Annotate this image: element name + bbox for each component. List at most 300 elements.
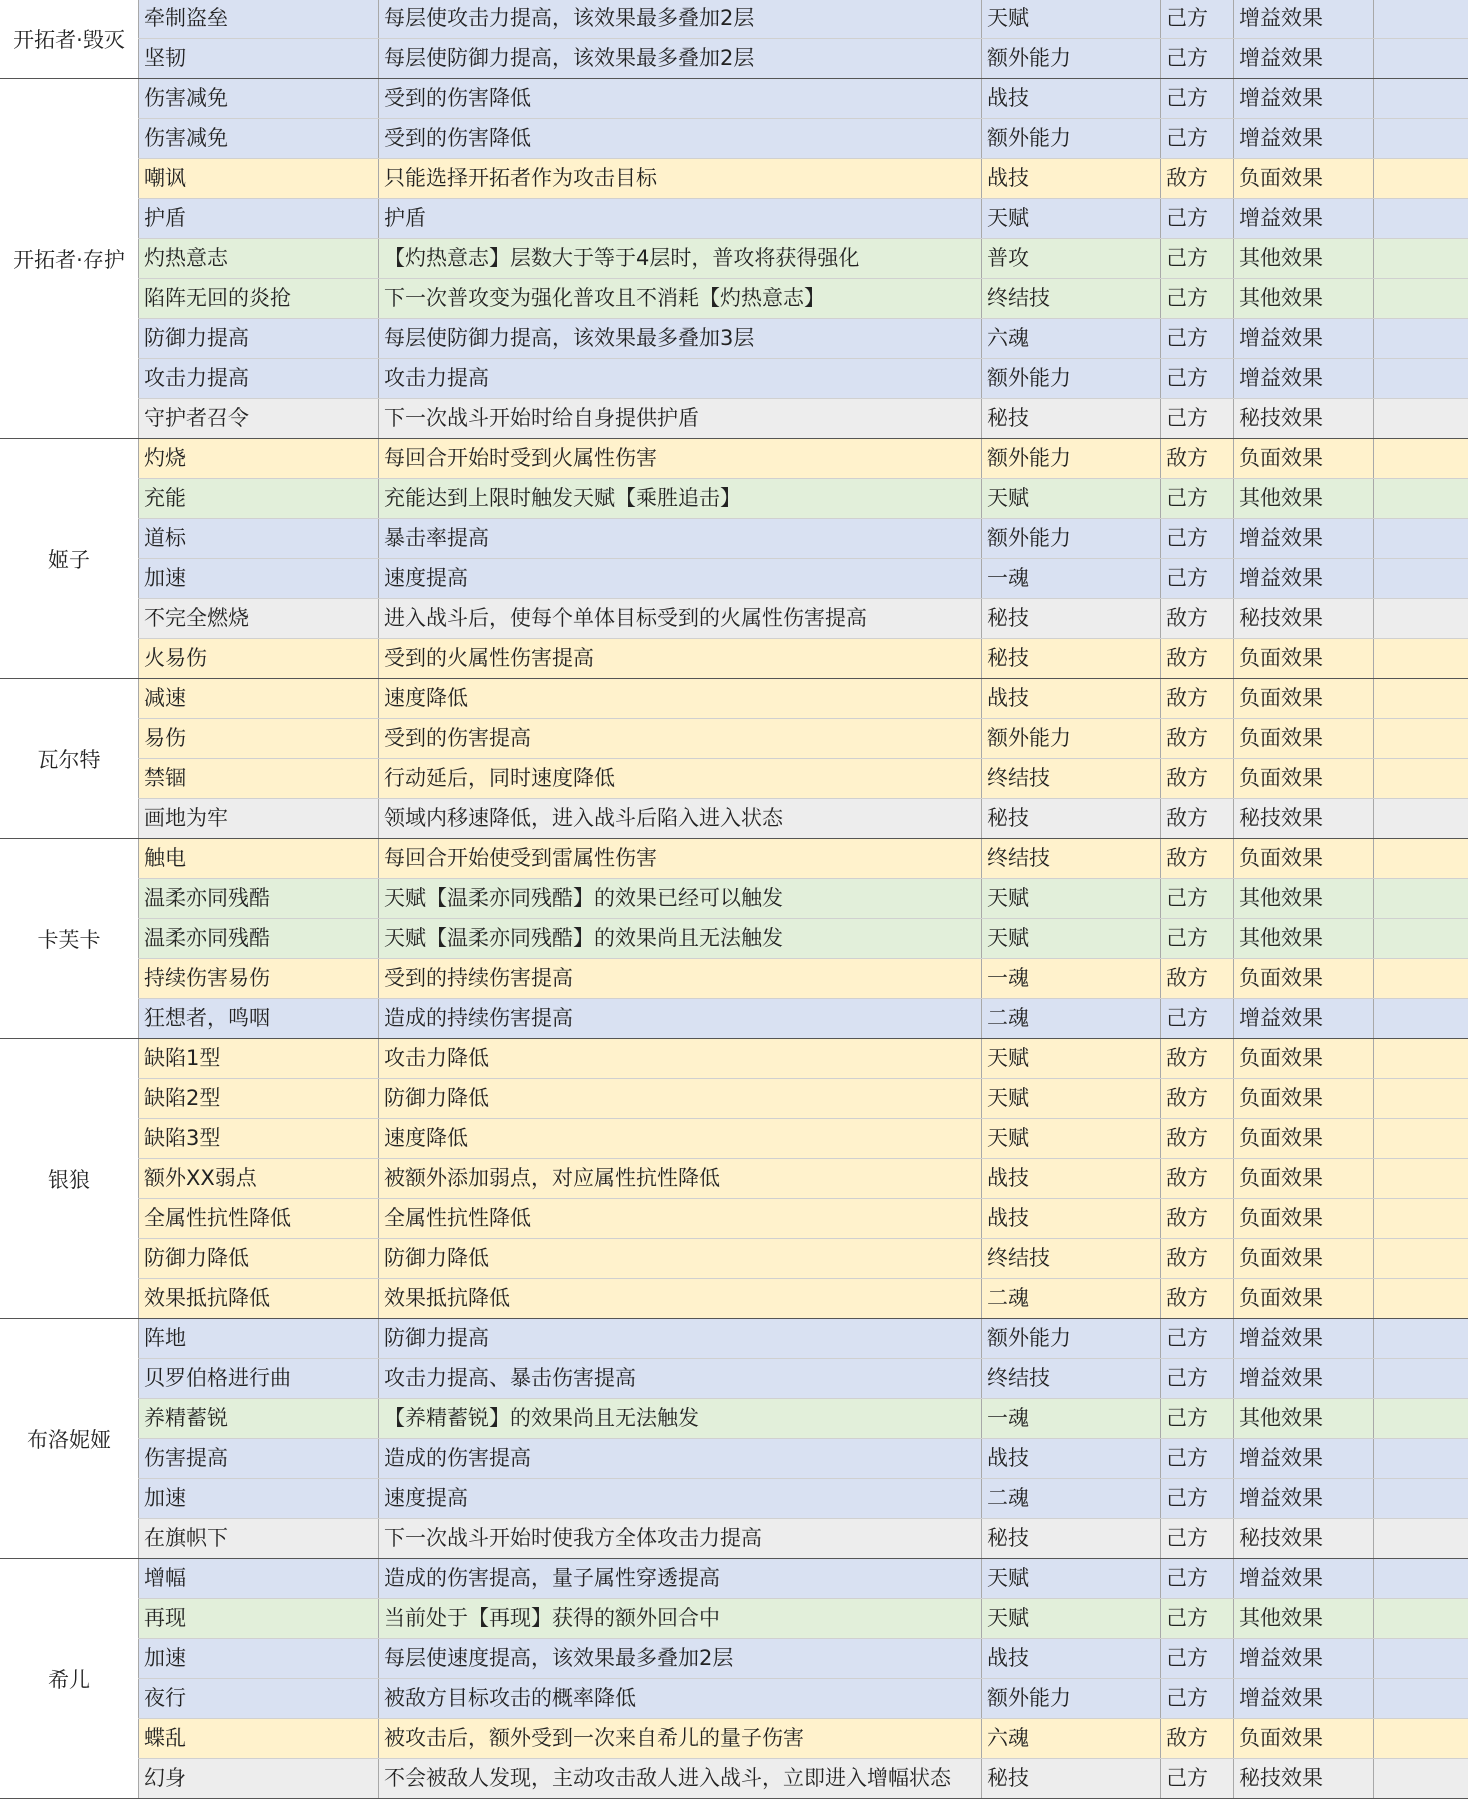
effect-type-cell: 秘技效果 (1234, 1519, 1374, 1558)
target-side-cell: 己方 (1161, 1319, 1234, 1358)
character-name-cell: 姬子 (0, 439, 138, 679)
table-row (0, 1159, 1468, 1199)
source-skill-cell: 终结技 (982, 1359, 1161, 1398)
effect-type-cell: 负面效果 (1234, 1119, 1374, 1158)
source-skill-cell: 额外能力 (982, 719, 1161, 758)
character-name-cell: 瓦尔特 (0, 679, 138, 839)
source-skill-cell: 天赋 (982, 1559, 1161, 1598)
effect-type-cell: 增益效果 (1234, 1439, 1374, 1478)
effect-description-cell: 全属性抗性降低 (379, 1199, 982, 1238)
effect-type-cell: 增益效果 (1234, 999, 1374, 1038)
effect-description-cell: 行动延后，同时速度降低 (379, 759, 982, 798)
effect-type-cell: 增益效果 (1234, 1479, 1374, 1518)
table-row (0, 0, 1468, 39)
effect-name-cell: 伤害减免 (138, 79, 379, 118)
source-skill-cell: 终结技 (982, 759, 1161, 798)
character-name-cell: 开拓者·毁灭 (0, 0, 138, 79)
target-side-cell: 敌方 (1161, 439, 1234, 478)
source-skill-cell: 战技 (982, 1159, 1161, 1198)
table-row (0, 559, 1468, 599)
effect-type-cell: 其他效果 (1234, 919, 1374, 958)
source-skill-cell: 天赋 (982, 1079, 1161, 1118)
effect-description-cell: 进入战斗后，使每个单体目标受到的火属性伤害提高 (379, 599, 982, 638)
table-row (0, 839, 1468, 879)
source-skill-cell: 天赋 (982, 1039, 1161, 1078)
effect-name-cell: 再现 (138, 1599, 379, 1638)
empty-cell (1374, 1679, 1468, 1718)
effect-description-cell: 受到的伤害降低 (379, 79, 982, 118)
effect-description-cell: 防御力降低 (379, 1239, 982, 1278)
target-side-cell: 敌方 (1161, 1279, 1234, 1318)
empty-cell (1374, 399, 1468, 438)
effect-description-cell: 造成的持续伤害提高 (379, 999, 982, 1038)
effect-name-cell: 蝶乱 (138, 1719, 379, 1758)
source-skill-cell: 天赋 (982, 0, 1161, 38)
empty-cell (1374, 1399, 1468, 1438)
effect-type-cell: 负面效果 (1234, 1079, 1374, 1118)
character-name-cell: 希儿 (0, 1559, 138, 1799)
target-side-cell: 敌方 (1161, 759, 1234, 798)
effect-description-cell: 【灼热意志】层数大于等于4层时，普攻将获得强化 (379, 239, 982, 278)
empty-cell (1374, 879, 1468, 918)
empty-cell (1374, 1759, 1468, 1798)
effect-description-cell: 下一次战斗开始时给自身提供护盾 (379, 399, 982, 438)
effect-description-cell: 每层使攻击力提高，该效果最多叠加2层 (379, 0, 982, 38)
effect-description-cell: 天赋【温柔亦同残酷】的效果尚且无法触发 (379, 919, 982, 958)
effect-type-cell: 增益效果 (1234, 1559, 1374, 1598)
table-row (0, 1519, 1468, 1559)
table-row (0, 79, 1468, 119)
empty-cell (1374, 1479, 1468, 1518)
effect-name-cell: 加速 (138, 1479, 379, 1518)
empty-cell (1374, 479, 1468, 518)
effect-description-cell: 每层使防御力提高，该效果最多叠加3层 (379, 319, 982, 358)
empty-cell (1374, 559, 1468, 598)
effect-description-cell: 攻击力提高 (379, 359, 982, 398)
effect-description-cell: 当前处于【再现】获得的额外回合中 (379, 1599, 982, 1638)
effect-type-cell: 增益效果 (1234, 0, 1374, 38)
effect-type-cell: 增益效果 (1234, 79, 1374, 118)
empty-cell (1374, 1199, 1468, 1238)
table-row (0, 959, 1468, 999)
empty-cell (1374, 79, 1468, 118)
target-side-cell: 己方 (1161, 119, 1234, 158)
effect-type-cell: 增益效果 (1234, 359, 1374, 398)
target-side-cell: 己方 (1161, 0, 1234, 38)
effect-name-cell: 贝罗伯格进行曲 (138, 1359, 379, 1398)
effect-type-cell: 秘技效果 (1234, 399, 1374, 438)
empty-cell (1374, 1519, 1468, 1558)
target-side-cell: 己方 (1161, 519, 1234, 558)
source-skill-cell: 一魂 (982, 1399, 1161, 1438)
target-side-cell: 己方 (1161, 479, 1234, 518)
target-side-cell: 己方 (1161, 1759, 1234, 1798)
character-name-cell: 布洛妮娅 (0, 1319, 138, 1559)
empty-cell (1374, 1239, 1468, 1278)
effect-type-cell: 增益效果 (1234, 199, 1374, 238)
effect-name-cell: 伤害减免 (138, 119, 379, 158)
empty-cell (1374, 759, 1468, 798)
empty-cell (1374, 1599, 1468, 1638)
effect-type-cell: 负面效果 (1234, 1239, 1374, 1278)
empty-cell (1374, 1119, 1468, 1158)
table-row (0, 1119, 1468, 1159)
effect-name-cell: 陷阵无回的炎抢 (138, 279, 379, 318)
effect-description-cell: 速度提高 (379, 559, 982, 598)
effect-description-cell: 只能选择开拓者作为攻击目标 (379, 159, 982, 198)
effect-description-cell: 造成的伤害提高，量子属性穿透提高 (379, 1559, 982, 1598)
target-side-cell: 敌方 (1161, 1159, 1234, 1198)
effect-name-cell: 充能 (138, 479, 379, 518)
target-side-cell: 己方 (1161, 1439, 1234, 1478)
effect-type-cell: 增益效果 (1234, 119, 1374, 158)
effect-type-cell: 负面效果 (1234, 1039, 1374, 1078)
effect-description-cell: 天赋【温柔亦同残酷】的效果已经可以触发 (379, 879, 982, 918)
empty-cell (1374, 719, 1468, 758)
source-skill-cell: 战技 (982, 1439, 1161, 1478)
target-side-cell: 敌方 (1161, 839, 1234, 878)
empty-cell (1374, 439, 1468, 478)
effect-type-cell: 增益效果 (1234, 39, 1374, 78)
source-skill-cell: 秘技 (982, 599, 1161, 638)
effect-type-cell: 负面效果 (1234, 1279, 1374, 1318)
effect-description-cell: 受到的持续伤害提高 (379, 959, 982, 998)
table-row (0, 159, 1468, 199)
table-row (0, 1319, 1468, 1359)
effect-name-cell: 坚韧 (138, 39, 379, 78)
source-skill-cell: 六魂 (982, 319, 1161, 358)
target-side-cell: 己方 (1161, 1479, 1234, 1518)
effect-name-cell: 灼热意志 (138, 239, 379, 278)
source-skill-cell: 秘技 (982, 639, 1161, 678)
source-skill-cell: 天赋 (982, 199, 1161, 238)
empty-cell (1374, 599, 1468, 638)
effect-type-cell: 负面效果 (1234, 1199, 1374, 1238)
source-skill-cell: 天赋 (982, 1599, 1161, 1638)
effect-description-cell: 受到的伤害降低 (379, 119, 982, 158)
effect-description-cell: 充能达到上限时触发天赋【乘胜追击】 (379, 479, 982, 518)
target-side-cell: 己方 (1161, 399, 1234, 438)
effect-description-cell: 造成的伤害提高 (379, 1439, 982, 1478)
effect-name-cell: 禁锢 (138, 759, 379, 798)
target-side-cell: 己方 (1161, 1399, 1234, 1438)
effect-name-cell: 缺陷2型 (138, 1079, 379, 1118)
empty-cell (1374, 1719, 1468, 1758)
empty-cell (1374, 959, 1468, 998)
source-skill-cell: 秘技 (982, 1519, 1161, 1558)
table-row (0, 119, 1468, 159)
source-skill-cell: 天赋 (982, 879, 1161, 918)
effect-name-cell: 伤害提高 (138, 1439, 379, 1478)
effect-name-cell: 幻身 (138, 1759, 379, 1798)
effect-description-cell: 防御力提高 (379, 1319, 982, 1358)
target-side-cell: 敌方 (1161, 799, 1234, 838)
empty-cell (1374, 199, 1468, 238)
empty-cell (1374, 1639, 1468, 1678)
empty-cell (1374, 359, 1468, 398)
source-skill-cell: 额外能力 (982, 439, 1161, 478)
effect-name-cell: 阵地 (138, 1319, 379, 1358)
source-skill-cell: 额外能力 (982, 39, 1161, 78)
table-row (0, 1079, 1468, 1119)
target-side-cell: 己方 (1161, 559, 1234, 598)
target-side-cell: 敌方 (1161, 1039, 1234, 1078)
source-skill-cell: 额外能力 (982, 359, 1161, 398)
source-skill-cell: 额外能力 (982, 1679, 1161, 1718)
effect-type-cell: 秘技效果 (1234, 1759, 1374, 1798)
table-row (0, 199, 1468, 239)
target-side-cell: 己方 (1161, 879, 1234, 918)
target-side-cell: 己方 (1161, 999, 1234, 1038)
effect-type-cell: 负面效果 (1234, 679, 1374, 718)
table-row (0, 919, 1468, 959)
effect-name-cell: 道标 (138, 519, 379, 558)
source-skill-cell: 普攻 (982, 239, 1161, 278)
source-skill-cell: 一魂 (982, 959, 1161, 998)
table-row (0, 1759, 1468, 1799)
effect-name-cell: 持续伤害易伤 (138, 959, 379, 998)
source-skill-cell: 二魂 (982, 1279, 1161, 1318)
effect-description-cell: 攻击力提高、暴击伤害提高 (379, 1359, 982, 1398)
empty-cell (1374, 39, 1468, 78)
effect-name-cell: 灼烧 (138, 439, 379, 478)
effect-type-cell: 负面效果 (1234, 959, 1374, 998)
table-row (0, 1479, 1468, 1519)
target-side-cell: 己方 (1161, 319, 1234, 358)
target-side-cell: 己方 (1161, 279, 1234, 318)
source-skill-cell: 终结技 (982, 1239, 1161, 1278)
source-skill-cell: 六魂 (982, 1719, 1161, 1758)
table-row (0, 239, 1468, 279)
table-row (0, 1399, 1468, 1439)
target-side-cell: 敌方 (1161, 719, 1234, 758)
empty-cell (1374, 119, 1468, 158)
effect-type-cell: 负面效果 (1234, 719, 1374, 758)
effect-name-cell: 缺陷1型 (138, 1039, 379, 1078)
effect-name-cell: 夜行 (138, 1679, 379, 1718)
source-skill-cell: 一魂 (982, 559, 1161, 598)
source-skill-cell: 额外能力 (982, 1319, 1161, 1358)
empty-cell (1374, 1279, 1468, 1318)
effect-name-cell: 缺陷3型 (138, 1119, 379, 1158)
effect-description-cell: 受到的伤害提高 (379, 719, 982, 758)
target-side-cell: 己方 (1161, 1519, 1234, 1558)
empty-cell (1374, 1559, 1468, 1598)
effect-name-cell: 护盾 (138, 199, 379, 238)
effect-description-cell: 下一次普攻变为强化普攻且不消耗【灼热意志】 (379, 279, 982, 318)
empty-cell (1374, 1159, 1468, 1198)
effect-type-cell: 增益效果 (1234, 319, 1374, 358)
source-skill-cell: 战技 (982, 1199, 1161, 1238)
effect-type-cell: 增益效果 (1234, 1359, 1374, 1398)
effect-type-cell: 负面效果 (1234, 759, 1374, 798)
target-side-cell: 己方 (1161, 1359, 1234, 1398)
effect-description-cell: 每层使速度提高，该效果最多叠加2层 (379, 1639, 982, 1678)
source-skill-cell: 终结技 (982, 279, 1161, 318)
table-row (0, 359, 1468, 399)
table-row (0, 319, 1468, 359)
target-side-cell: 敌方 (1161, 159, 1234, 198)
table-row (0, 399, 1468, 439)
empty-cell (1374, 279, 1468, 318)
table-row (0, 1559, 1468, 1599)
source-skill-cell: 额外能力 (982, 119, 1161, 158)
table-row (0, 879, 1468, 919)
effect-name-cell: 温柔亦同残酷 (138, 919, 379, 958)
effect-description-cell: 每回合开始使受到雷属性伤害 (379, 839, 982, 878)
effect-description-cell: 被敌方目标攻击的概率降低 (379, 1679, 982, 1718)
table-row (0, 1719, 1468, 1759)
table-row (0, 1279, 1468, 1319)
effect-description-cell: 速度降低 (379, 679, 982, 718)
table-row (0, 679, 1468, 719)
effect-description-cell: 受到的火属性伤害提高 (379, 639, 982, 678)
effect-name-cell: 效果抵抗降低 (138, 1279, 379, 1318)
target-side-cell: 敌方 (1161, 1119, 1234, 1158)
effect-description-cell: 速度降低 (379, 1119, 982, 1158)
table-row (0, 1439, 1468, 1479)
target-side-cell: 敌方 (1161, 599, 1234, 638)
source-skill-cell: 战技 (982, 1639, 1161, 1678)
table-row (0, 479, 1468, 519)
target-side-cell: 己方 (1161, 1639, 1234, 1678)
effect-description-cell: 不会被敌人发现，主动攻击敌人进入战斗，立即进入增幅状态 (379, 1759, 982, 1798)
table-row (0, 1239, 1468, 1279)
effect-name-cell: 在旗帜下 (138, 1519, 379, 1558)
source-skill-cell: 额外能力 (982, 519, 1161, 558)
effect-type-cell: 增益效果 (1234, 559, 1374, 598)
effect-description-cell: 被攻击后，额外受到一次来自希儿的量子伤害 (379, 1719, 982, 1758)
table-row (0, 1199, 1468, 1239)
empty-cell (1374, 239, 1468, 278)
effect-description-cell: 护盾 (379, 199, 982, 238)
table-row (0, 999, 1468, 1039)
effect-description-cell: 每回合开始时受到火属性伤害 (379, 439, 982, 478)
effect-description-cell: 效果抵抗降低 (379, 1279, 982, 1318)
table-row (0, 1599, 1468, 1639)
effect-name-cell: 不完全燃烧 (138, 599, 379, 638)
empty-cell (1374, 1079, 1468, 1118)
source-skill-cell: 战技 (982, 679, 1161, 718)
effect-name-cell: 增幅 (138, 1559, 379, 1598)
effect-name-cell: 防御力降低 (138, 1239, 379, 1278)
effect-name-cell: 易伤 (138, 719, 379, 758)
target-side-cell: 己方 (1161, 39, 1234, 78)
target-side-cell: 敌方 (1161, 639, 1234, 678)
target-side-cell: 己方 (1161, 1599, 1234, 1638)
table-row (0, 759, 1468, 799)
effect-name-cell: 加速 (138, 559, 379, 598)
table-row (0, 1679, 1468, 1719)
effect-type-cell: 其他效果 (1234, 479, 1374, 518)
effect-type-cell: 负面效果 (1234, 1159, 1374, 1198)
effect-description-cell: 领域内移速降低，进入战斗后陷入进入状态 (379, 799, 982, 838)
effect-name-cell: 防御力提高 (138, 319, 379, 358)
empty-cell (1374, 519, 1468, 558)
effect-description-cell: 速度提高 (379, 1479, 982, 1518)
effect-name-cell: 攻击力提高 (138, 359, 379, 398)
effect-name-cell: 养精蓄锐 (138, 1399, 379, 1438)
table-row (0, 599, 1468, 639)
table-row (0, 1359, 1468, 1399)
source-skill-cell: 天赋 (982, 1119, 1161, 1158)
effect-name-cell: 额外XX弱点 (138, 1159, 379, 1198)
source-skill-cell: 天赋 (982, 919, 1161, 958)
target-side-cell: 己方 (1161, 79, 1234, 118)
target-side-cell: 己方 (1161, 1679, 1234, 1718)
effect-name-cell: 全属性抗性降低 (138, 1199, 379, 1238)
empty-cell (1374, 999, 1468, 1038)
effect-type-cell: 增益效果 (1234, 519, 1374, 558)
effect-name-cell: 火易伤 (138, 639, 379, 678)
effect-type-cell: 其他效果 (1234, 879, 1374, 918)
table-row (0, 279, 1468, 319)
effect-name-cell: 守护者召令 (138, 399, 379, 438)
empty-cell (1374, 319, 1468, 358)
target-side-cell: 己方 (1161, 199, 1234, 238)
effect-type-cell: 增益效果 (1234, 1319, 1374, 1358)
empty-cell (1374, 1359, 1468, 1398)
effect-name-cell: 减速 (138, 679, 379, 718)
source-skill-cell: 终结技 (982, 839, 1161, 878)
target-side-cell: 己方 (1161, 919, 1234, 958)
effect-description-cell: 下一次战斗开始时使我方全体攻击力提高 (379, 1519, 982, 1558)
effect-description-cell: 暴击率提高 (379, 519, 982, 558)
target-side-cell: 敌方 (1161, 1239, 1234, 1278)
empty-cell (1374, 1039, 1468, 1078)
source-skill-cell: 天赋 (982, 479, 1161, 518)
table-row (0, 639, 1468, 679)
empty-cell (1374, 799, 1468, 838)
source-skill-cell: 战技 (982, 159, 1161, 198)
effect-type-cell: 增益效果 (1234, 1679, 1374, 1718)
target-side-cell: 己方 (1161, 239, 1234, 278)
effect-type-cell: 其他效果 (1234, 279, 1374, 318)
empty-cell (1374, 1439, 1468, 1478)
effect-type-cell: 负面效果 (1234, 439, 1374, 478)
effect-name-cell: 温柔亦同残酷 (138, 879, 379, 918)
effect-description-cell: 每层使防御力提高，该效果最多叠加2层 (379, 39, 982, 78)
effect-type-cell: 负面效果 (1234, 639, 1374, 678)
target-side-cell: 敌方 (1161, 1719, 1234, 1758)
effect-type-cell: 负面效果 (1234, 1719, 1374, 1758)
effect-type-cell: 负面效果 (1234, 159, 1374, 198)
table-row (0, 1639, 1468, 1679)
target-side-cell: 己方 (1161, 359, 1234, 398)
table-row (0, 519, 1468, 559)
effect-name-cell: 牵制盗垒 (138, 0, 379, 38)
source-skill-cell: 战技 (982, 79, 1161, 118)
character-name-cell: 开拓者·存护 (0, 79, 138, 439)
empty-cell (1374, 679, 1468, 718)
effect-description-cell: 【养精蓄锐】的效果尚且无法触发 (379, 1399, 982, 1438)
effect-description-cell: 被额外添加弱点，对应属性抗性降低 (379, 1159, 982, 1198)
character-name-cell: 卡芙卡 (0, 839, 138, 1039)
effect-type-cell: 秘技效果 (1234, 799, 1374, 838)
target-side-cell: 敌方 (1161, 1079, 1234, 1118)
empty-cell (1374, 1319, 1468, 1358)
effect-name-cell: 狂想者，鸣咽 (138, 999, 379, 1038)
empty-cell (1374, 159, 1468, 198)
effect-type-cell: 秘技效果 (1234, 599, 1374, 638)
empty-cell (1374, 639, 1468, 678)
source-skill-cell: 二魂 (982, 1479, 1161, 1518)
effect-type-cell: 其他效果 (1234, 1599, 1374, 1638)
table-row (0, 719, 1468, 759)
effect-name-cell: 嘲讽 (138, 159, 379, 198)
source-skill-cell: 秘技 (982, 1759, 1161, 1798)
effect-type-cell: 其他效果 (1234, 239, 1374, 278)
